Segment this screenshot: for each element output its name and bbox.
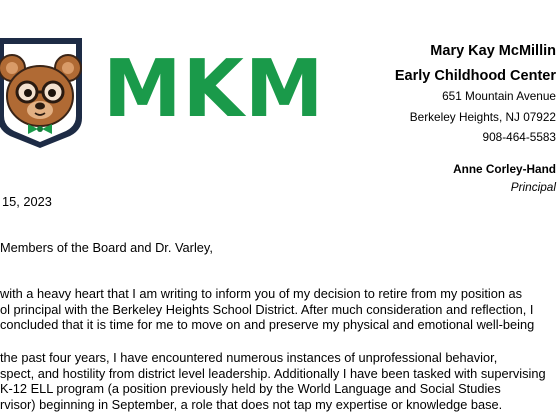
school-name-line1: Mary Kay McMillin — [430, 43, 556, 59]
signer-name: Anne Corley-Hand — [453, 162, 556, 176]
salutation: Members of the Board and Dr. Varley, — [0, 240, 213, 255]
paragraph-line: the past four years, I have encountered numerous instances of unprofessional behavior, — [0, 350, 498, 365]
paragraph-line: with a heavy heart that I am writing to inform you of my decision to retire from my position as — [0, 286, 523, 301]
paragraph-line: rvisor) beginning in September, a role that does not tap my expertise or knowledge base. — [0, 396, 503, 412]
city-state-zip: Berkeley Heights, NJ 07922 — [409, 109, 556, 124]
paragraph-line: spect, and hostility from district level leadership. Additionally I have been tasked with supervising — [0, 365, 546, 381]
bear-logo-icon — [0, 34, 88, 150]
paragraph-line: ol principal with the Berkeley Heights School District. After much consideration and reflection, I — [0, 301, 534, 317]
paragraph-2 — [0, 350, 560, 412]
address-block — [410, 86, 556, 148]
school-name-line2: Early Childhood Center — [394, 68, 556, 84]
school-name-block — [395, 39, 556, 89]
letter-date: 15, 2023 — [2, 194, 52, 209]
signer-title: Principal — [510, 180, 556, 194]
logo-wordmark: MKM — [103, 43, 325, 135]
signer-block — [453, 160, 556, 196]
paragraph-1 — [0, 286, 560, 333]
paragraph-line: concluded that it is time for me to move on and preserve my physical and emotional well-being — [0, 317, 535, 332]
phone-number: 908-464-5583 — [482, 130, 556, 144]
paragraph-line: K-12 ELL program (a position previously held by the World Language and Social Studies — [0, 381, 501, 396]
street-address: 651 Mountain Avenue — [442, 89, 556, 103]
